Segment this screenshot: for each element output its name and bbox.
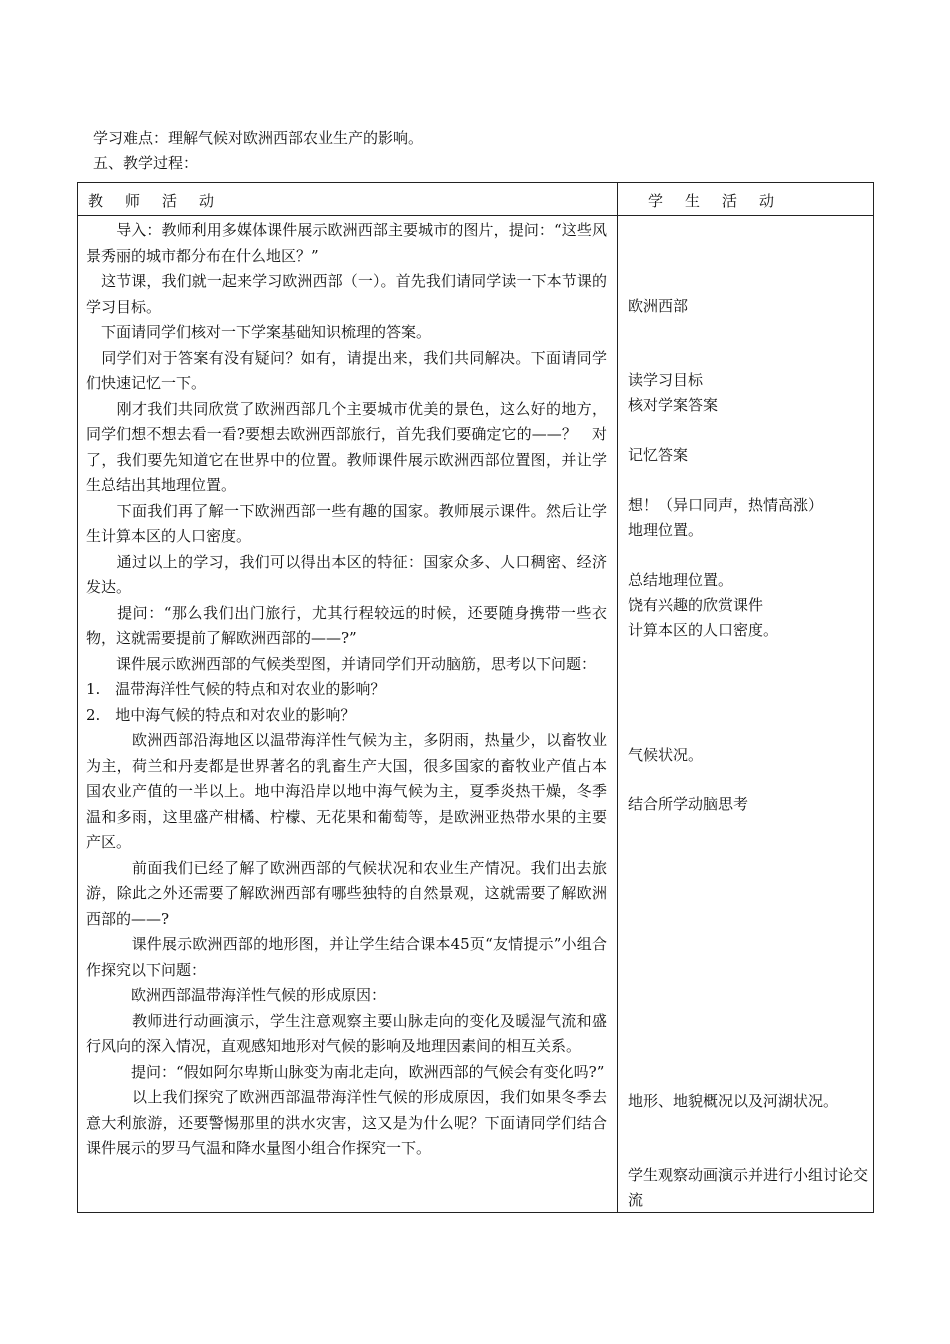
teacher-paragraph: 教师进行动画演示，学生注意观察主要山脉走向的变化及暖湿气流和盛行风向的深入情况，直观感知地形对气候的影响及地理因素间的相互关系。 (86, 1011, 607, 1055)
teacher-paragraph: 这节课，我们就一起来学习欧洲西部（一）。首先我们请同学读一下本节课的学习目标。 (86, 272, 607, 316)
teacher-paragraph: 前面我们已经了解了欧洲西部的气候状况和农业生产情况。我们出去旅游，除此之外还需要了解欧洲西部有哪些独特的自然景观，这就需要了解欧洲西部的——? (86, 858, 607, 928)
teacher-paragraph: 提问：“那么我们出门旅行，尤其行程较远的时候，还要随身携带一些衣物，这就需要提前了解欧洲西部的——?” (86, 603, 607, 647)
table-body-row (78, 216, 874, 1213)
teacher-paragraph: 下面我们再了解一下欧洲西部一些有趣的国家。教师展示课件。然后让学生计算本区的人口密度。 (86, 501, 607, 545)
learning-difficulty: 学习难点：理解气候对欧洲西部农业生产的影响。 (93, 129, 424, 147)
student-item: 学生观察动画演示并进行小组讨论交流 (628, 1166, 869, 1209)
teacher-activity-cell (78, 216, 618, 1213)
student-item: 饶有兴趣的欣赏课件 (628, 596, 764, 614)
teacher-paragraph: 课件展示欧洲西部的地形图，并让学生结合课本45页“友情提示”小组合作探究以下问题： (86, 935, 607, 979)
teacher-paragraph: 通过以上的学习，我们可以得出本区的特征：国家众多、人口稠密、经济发达。 (86, 552, 607, 596)
question-item: 2. 地中海气候的特点和对农业的影响？ (86, 705, 356, 724)
student-activity-cell (618, 216, 874, 1213)
teacher-paragraph: 刚才我们共同欣赏了欧洲西部几个主要城市优美的景色，这么好的地方，同学们想不想去看一看?要想去欧洲西部旅行，首先我们要确定它的——？ 对了，我们要先知道它在世界中的位置。教师课件展示欧洲西部位置图，并让学生总结出其地理位置。 (86, 399, 607, 494)
teacher-paragraph: 同学们对于答案有没有疑问？如有，请提出来，我们共同解决。下面请同学们快速记忆一下。 (86, 348, 607, 392)
student-item: 计算本区的人口密度。 (628, 621, 779, 639)
teacher-activity-header: 教 师 活 动 (78, 183, 618, 216)
teacher-paragraph: 欧洲西部温带海洋性气候的形成原因： (86, 986, 387, 1004)
teaching-process-table (77, 182, 874, 1213)
teacher-paragraph-intro: 导入：教师利用多媒体课件展示欧洲西部主要城市的图片，提问：“这些风景秀丽的城市都分布在什么地区？” (86, 221, 607, 265)
student-item: 气候状况。 (628, 746, 704, 764)
student-item: 结合所学动脑思考 (628, 795, 749, 813)
teacher-paragraph: 欧洲西部沿海地区以温带海洋性气候为主，多阴雨，热量少，以畜牧业为主，荷兰和丹麦都是世界著名的乳畜生产大国，很多国家的畜牧业产值占本国农业产值的一半以上。地中海沿岸以地中海气候为主，夏季炎热干燥，冬季温和多雨，这里盛产柑橘、柠檬、无花果和葡萄等，是欧洲亚热带水果的主要产区。 (86, 731, 607, 851)
table-header-row (78, 183, 874, 216)
student-item: 读学习目标 (628, 371, 704, 389)
student-item: 总结地理位置。 (628, 571, 734, 589)
student-item: 欧洲西部 (628, 297, 689, 315)
teacher-paragraph: 课件展示欧洲西部的气候类型图，并请同学们开动脑筋，思考以下问题： (86, 654, 597, 673)
student-item: 记忆答案 (628, 446, 689, 464)
student-item: 想！（异口同声，热情高涨） (628, 496, 824, 514)
question-item: 1. 温带海洋性气候的特点和对农业的影响？ (86, 680, 386, 698)
teacher-paragraph: 下面请同学们核对一下学案基础知识梳理的答案。 (86, 323, 432, 341)
student-item: 地理位置。 (628, 521, 704, 539)
section-heading: 五、教学过程： (93, 154, 199, 172)
student-item: 核对学案答案 (628, 396, 719, 414)
teacher-paragraph: 提问：“假如阿尔卑斯山脉变为南北走向，欧洲西部的气候会有变化吗?” (86, 1062, 605, 1081)
teacher-paragraph: 以上我们探究了欧洲西部温带海洋性气候的形成原因，我们如果冬季去意大利旅游，还要警惕那里的洪水灾害，这又是为什么呢？下面请同学们结合课件展示的罗马气温和降水量图小组合作探究一下。 (86, 1088, 607, 1157)
student-item: 地形、地貌概况以及河湖状况。 (628, 1092, 839, 1110)
student-activity-header: 学 生 活 动 (618, 183, 874, 216)
